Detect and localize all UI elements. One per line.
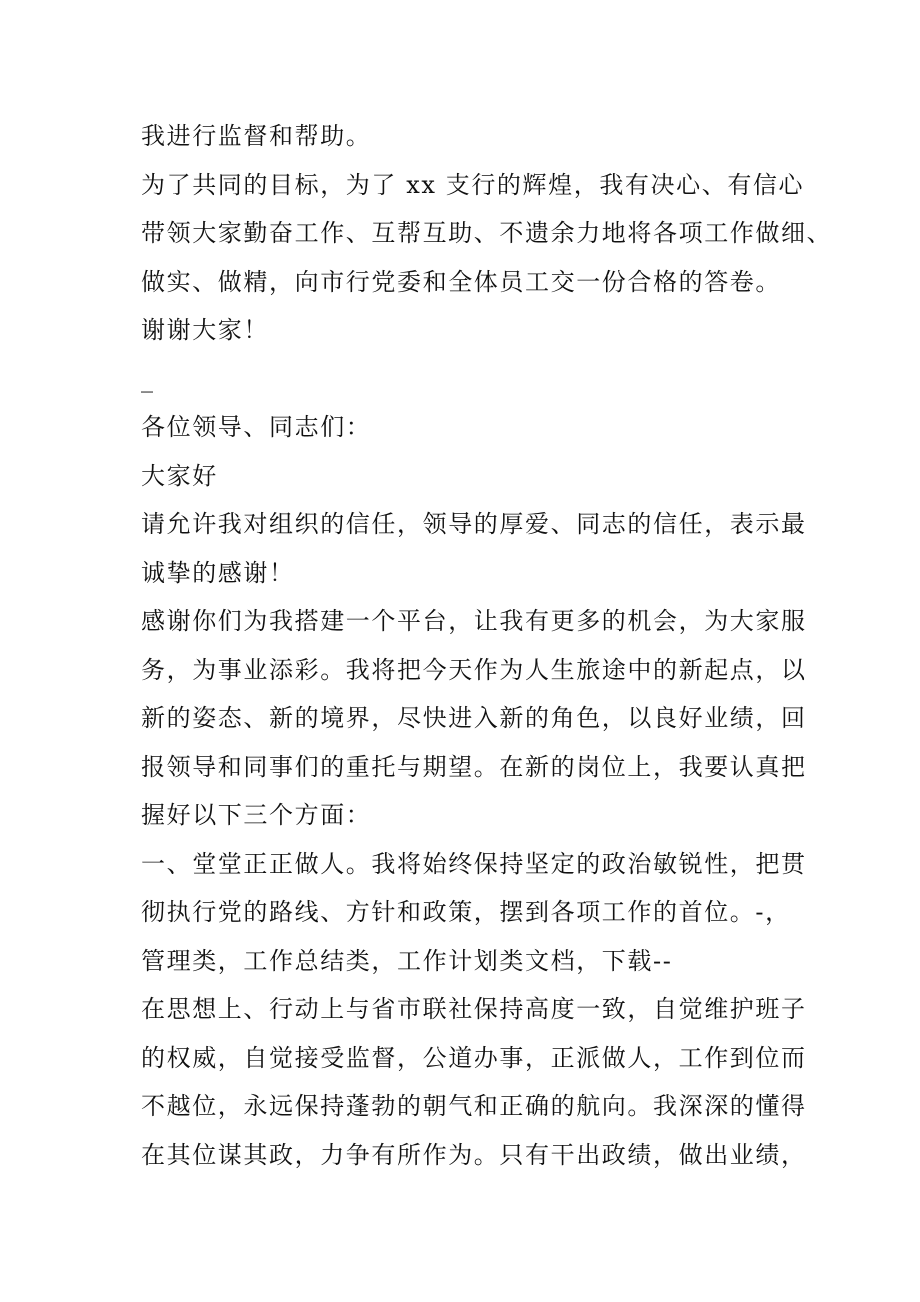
text-line: 握好以下三个方面： <box>141 801 372 829</box>
text-line: 诚挚的感谢！ <box>141 558 295 587</box>
salutation: 各位领导、同志们： <box>141 413 372 441</box>
text-line: 管理类，工作总结类，工作计划类文档，下载-- <box>141 946 673 975</box>
document-body <box>141 112 833 1179</box>
text-line: 报领导和同事们的重托与期望。在新的岗位上，我要认真把 <box>141 752 807 781</box>
text-line: 在思想上、行动上与省市联社保持高度一致，自觉维护班子 <box>141 995 807 1023</box>
text-line: 不越位，永远保持蓬勃的朝气和正确的航向。我深深的懂得 <box>141 1092 807 1120</box>
text-line: 带领大家勤奋工作、互帮互助、不遗余力地将各项工作做细、 <box>141 219 833 247</box>
text-line: 做实、做精，向市行党委和全体员工交一份合格的答卷。 <box>141 267 781 296</box>
greeting: 大家好 <box>141 461 218 490</box>
text-line: 彻执行党的路线、方针和政策，摆到各项工作的首位。-， <box>141 898 791 926</box>
text-line: 谢谢大家！ <box>141 316 269 344</box>
text-line: 为了共同的目标，为了 xx 支行的辉煌，我有决心、有信心 <box>141 170 805 199</box>
text-line: 新的姿态、新的境界，尽快进入新的角色，以良好业绩，回 <box>141 704 807 732</box>
text-line: 的权威，自觉接受监督，公道办事，正派做人，工作到位而 <box>141 1043 807 1072</box>
separator-mark: _ <box>141 364 153 393</box>
text-line: 一、堂堂正正做人。我将始终保持坚定的政治敏锐性，把贯 <box>141 849 807 878</box>
text-line: 务，为事业添彩。我将把今天作为人生旅途中的新起点，以 <box>141 655 807 684</box>
text-line: 感谢你们为我搭建一个平台，让我有更多的机会，为大家服 <box>141 607 807 635</box>
text-line: 我进行监督和帮助。 <box>141 122 372 150</box>
text-line: 在其位谋其政，力争有所作为。只有干出政绩，做出业绩， <box>141 1140 807 1169</box>
text-line: 请允许我对组织的信任，领导的厚爱、同志的信任，表示最 <box>141 510 807 538</box>
